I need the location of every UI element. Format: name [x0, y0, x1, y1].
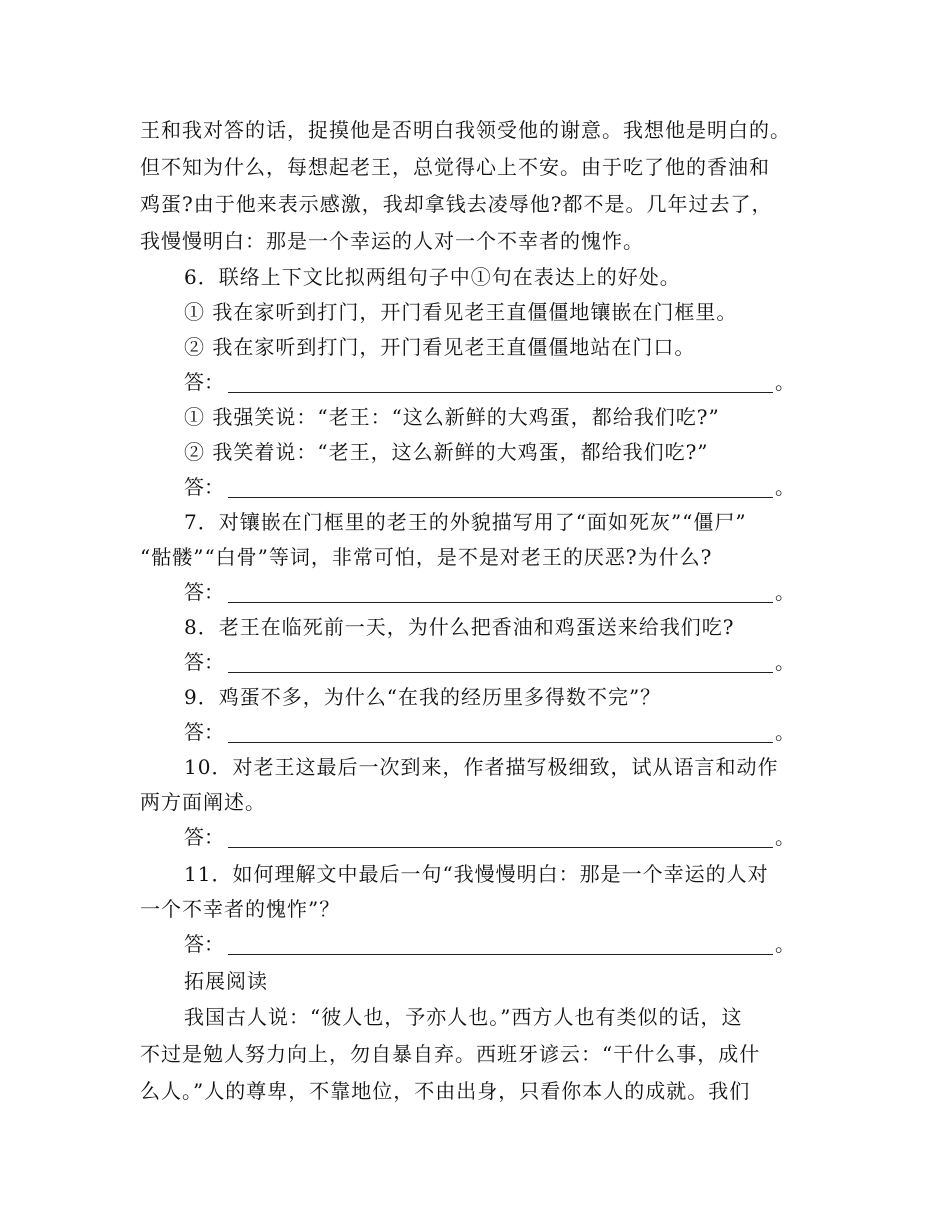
extension-line: 么人。”人的尊卑，不靠地位，不由出身，只看你本人的成就。我们: [140, 1079, 751, 1103]
answer-blank[interactable]: [228, 497, 773, 498]
answer-period: 。: [775, 475, 795, 499]
answer-period: 。: [775, 650, 795, 674]
answer-blank[interactable]: [228, 392, 773, 393]
question-7-line: 7．对镶嵌在门框里的老王的外貌描写用了“面如死灰”“僵尸”: [184, 510, 747, 534]
answer-label: 答：: [184, 650, 224, 674]
answer-blank[interactable]: [228, 602, 773, 603]
answer-line[interactable]: [184, 370, 824, 394]
answer-label: 答：: [184, 932, 224, 956]
answer-period: 。: [775, 720, 795, 744]
extension-line: 我国古人说：“彼人也，予亦人也。”西方人也有类似的话，这: [184, 1005, 743, 1029]
answer-line[interactable]: [184, 720, 824, 744]
question-6-sentence: ① 我强笑说：“老王：“这么新鲜的大鸡蛋，都给我们吃?”: [184, 405, 720, 429]
answer-blank[interactable]: [228, 742, 773, 743]
question-6-sentence: ② 我在家听到打门，开门看见老王直僵僵地站在门口。: [184, 335, 696, 359]
question-6-sentence: ① 我在家听到打门，开门看见老王直僵僵地镶嵌在门框里。: [184, 300, 738, 324]
answer-line[interactable]: [184, 580, 824, 604]
answer-label: 答：: [184, 825, 224, 849]
answer-line[interactable]: [184, 650, 824, 674]
answer-period: 。: [775, 370, 795, 394]
question-9-prompt: 9．鸡蛋不多，为什么“在我的经历里多得数不完”？: [184, 685, 662, 709]
answer-line[interactable]: [184, 932, 824, 956]
answer-line[interactable]: [184, 475, 824, 499]
answer-period: 。: [775, 825, 795, 849]
passage-line: 王和我对答的话，捉摸他是否明白我领受他的谢意。我想他是明白的。: [140, 118, 791, 142]
question-11-line: 一个不幸者的愧怍”？: [140, 897, 341, 921]
answer-blank[interactable]: [228, 954, 773, 955]
question-7-line: “骷髅”“白骨”等词，非常可怕，是不是对老王的厌恶?为什么?: [140, 545, 713, 569]
answer-line[interactable]: [184, 825, 824, 849]
answer-label: 答：: [184, 580, 224, 604]
passage-line: 鸡蛋?由于他来表示感激，我却拿钱去凌辱他?都不是。几年过去了，: [140, 192, 773, 216]
question-6-sentence: ② 我笑着说：“老王，这么新鲜的大鸡蛋，都给我们吃?”: [184, 440, 709, 464]
passage-line: 我慢慢明白：那是一个幸运的人对一个不幸者的愧怍。: [140, 229, 644, 253]
question-6-prompt: 6．联络上下文比拟两组句子中①句在表达上的好处。: [184, 265, 681, 289]
answer-label: 答：: [184, 720, 224, 744]
question-8-prompt: 8．老王在临死前一天，为什么把香油和鸡蛋送来给我们吃?: [184, 615, 735, 639]
extension-line: 不过是勉人努力向上，勿自暴自弃。西班牙谚云：“干什么事，成什: [140, 1042, 761, 1066]
answer-period: 。: [775, 932, 795, 956]
section-heading: 拓展阅读: [184, 969, 268, 993]
answer-label: 答：: [184, 370, 224, 394]
answer-period: 。: [775, 580, 795, 604]
answer-blank[interactable]: [228, 847, 773, 848]
question-10-line: 两方面阐述。: [140, 790, 266, 814]
answer-label: 答：: [184, 475, 224, 499]
passage-line: 但不知为什么，每想起老王，总觉得心上不安。由于吃了他的香油和: [140, 155, 770, 179]
answer-blank[interactable]: [228, 672, 773, 673]
question-10-line: 10．对老王这最后一次到来，作者描写极细致，试从语言和动作: [184, 755, 779, 779]
question-11-line: 11．如何理解文中最后一句“我慢慢明白：那是一个幸运的人对: [184, 862, 769, 886]
